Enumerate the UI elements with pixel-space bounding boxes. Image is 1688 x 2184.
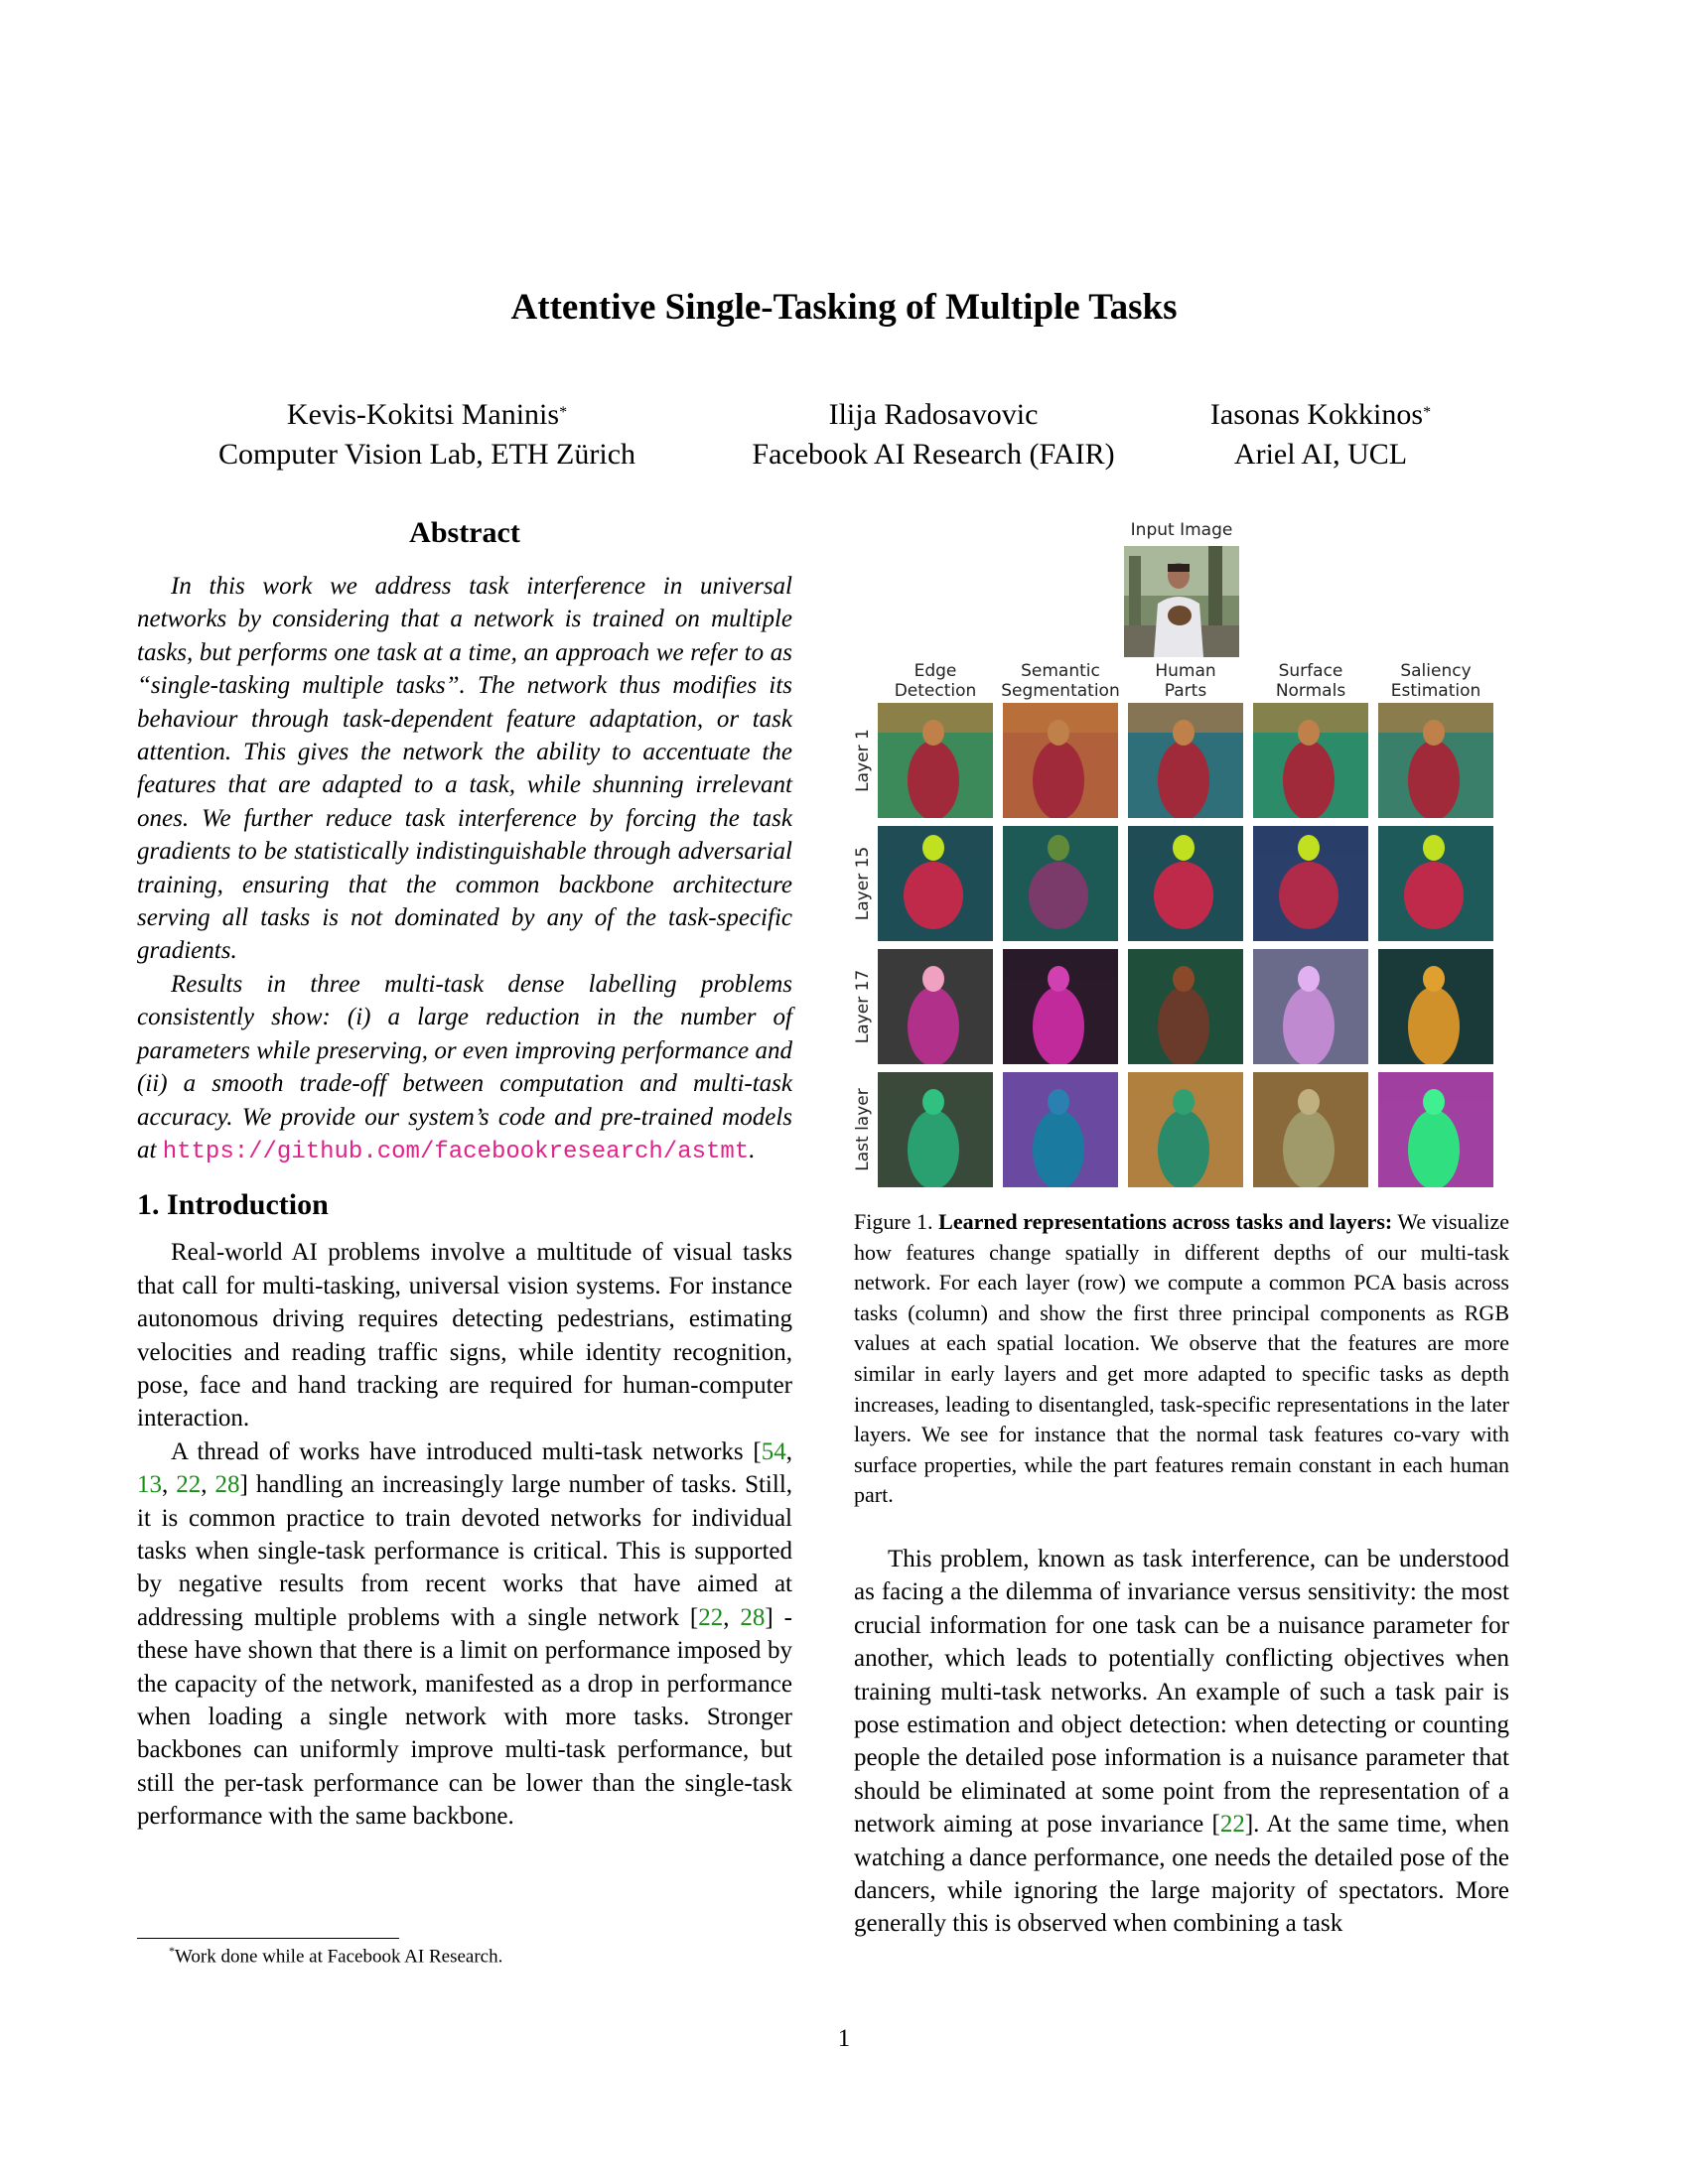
abstract-end: . [749, 1136, 756, 1163]
column-label-line: Human [1155, 661, 1216, 681]
footnote [137, 1944, 792, 1968]
feature-map-tile [878, 703, 993, 818]
caption-prefix: Figure 1. [854, 1209, 939, 1234]
figure-1 [854, 516, 1509, 1187]
row-label: Layer 1 [853, 729, 873, 792]
page-number: 1 [837, 2025, 851, 2052]
intro-paragraph-1: Real-world AI problems involve a multitude of visual tasks that call for multi-tasking, universal vision systems. For instance autonomous driving requires detecting pedestrians, estimating velocities and reading traffic signs, while identity recognition, pose, face and hand tracking are required for human-computer interaction. [137, 1239, 792, 1433]
column-label-line: Semantic [1021, 661, 1100, 681]
input-image [1124, 546, 1239, 657]
citation-link[interactable]: 22 [176, 1471, 202, 1499]
column-label [1241, 661, 1380, 701]
author-name: Iasonas Kokkinos [1209, 398, 1424, 431]
figure-caption [854, 1207, 1509, 1511]
column-label-line: Segmentation [1001, 681, 1120, 701]
feature-map-tile [878, 1072, 993, 1187]
left-column [137, 516, 792, 1834]
feature-map-tile [1378, 826, 1493, 941]
feature-map-tile [1003, 703, 1118, 818]
feature-map-tile [878, 826, 993, 941]
citation-link[interactable]: 28 [740, 1603, 766, 1631]
feature-map-tile [1003, 1072, 1118, 1187]
citation-link[interactable]: 22 [1219, 1811, 1245, 1839]
column-label-line: Estimation [1390, 681, 1481, 701]
feature-map-tile [1253, 703, 1368, 818]
right-text: This problem, known as task interference, can be understood as facing a the dilemma of invariance versus sensitivity: the most crucial information for one task can be a nuisance parameter for another, which leads to potentially conflicting objectives when training multi-task networks. An example of such a task pair is pose estimation and object detection: when detecting or counting people the detailed pose information is a nuisance parameter that should be eliminated at some point from the representation of a network aiming at pose invariance [ [854, 1546, 1509, 1839]
abstract-paragraph-2 [137, 968, 792, 1168]
feature-map-tile [1003, 949, 1118, 1064]
row-label: Layer 17 [853, 969, 873, 1044]
abstract-heading: Abstract [409, 516, 520, 549]
author-mark: * [1423, 404, 1432, 421]
row-label: Layer 15 [853, 846, 873, 921]
citation-link[interactable]: 13 [137, 1471, 162, 1499]
author-1 [169, 395, 685, 475]
footnote-rule [137, 1938, 399, 1939]
row-label: Last layer [853, 1088, 873, 1171]
feature-map-tile [1253, 1072, 1368, 1187]
column-label [1366, 661, 1505, 701]
feature-map-tile [1378, 949, 1493, 1064]
introduction-heading: 1. Introduction [137, 1188, 329, 1222]
author-3 [1162, 395, 1479, 475]
feature-map-tile [1253, 949, 1368, 1064]
abstract-text: Results in three multi-task dense labelling problems consistently show: (i) a large reduction in the number of parameters while preserving, or even improving performance and (ii) a smooth trade-off between computation and multi-task accuracy. We provide our system’s code and pre-trained models at [137, 970, 792, 1163]
author-affiliation: Facebook AI Research (FAIR) [752, 438, 1115, 471]
feature-map-tile [1128, 949, 1243, 1064]
author-name: Ilija Radosavovic [828, 398, 1039, 431]
caption-text: We visualize how features change spatially in different depths of our multi-task network. For each layer (row) we compute a common PCA basis across tasks (column) and show the first three principal components as RGB values at each spatial location. We observe that the features are more similar in early layers and get more adapted to specific tasks as depth increases, leading to disentangled, task-specific representations in the later layers. We see for instance that the normal task features co-vary with surface properties, while the part features remain constant in each human part. [854, 1209, 1509, 1508]
right-text: ]. At the same time, when watching a dance performance, one needs the detailed pose of the dancers, while ignoring the large majority of spectators. More generally this is observed when combining a task [854, 1811, 1509, 1938]
column-label-line: Parts [1164, 681, 1207, 701]
author-affiliation: Computer Vision Lab, ETH Zürich [217, 438, 636, 471]
feature-map-tile [1378, 703, 1493, 818]
code-link[interactable]: https://github.com/facebookresearch/astmt [162, 1138, 750, 1165]
feature-map-tile [1128, 1072, 1243, 1187]
column-label [1116, 661, 1255, 701]
paper-title: Attentive Single-Tasking of Multiple Tasks [510, 287, 1178, 328]
author-affiliation: Ariel AI, UCL [1233, 438, 1408, 471]
intro-text: ] - these have shown that there is a limit on performance imposed by the capacity of the network, manifested as a drop in performance when loading a single network with more tasks. Stronger backbones can uniformly improve multi-task performance, but still the per-task performance can be lower than the single-task performance with the same backbone. [137, 1603, 792, 1831]
column-label-line: Saliency [1400, 661, 1472, 681]
footnote-mark: * [169, 1944, 175, 1958]
citation-link[interactable]: 54 [761, 1437, 786, 1465]
author-2 [715, 395, 1152, 475]
intro-text: ] handling an increasingly large number of tasks. Still, it is common practice to train devoted networks for individual tasks when single-task performance is critical. This is supported by negative results from recent works that have aimed at addressing multiple problems with a single network [ [137, 1471, 793, 1631]
intro-text: A thread of works have introduced multi-task networks [ [171, 1437, 762, 1465]
footnote-text: Work done while at Facebook AI Research. [175, 1946, 503, 1968]
column-label-line: Detection [894, 681, 977, 701]
citation-link[interactable]: 28 [214, 1471, 240, 1499]
column-label-line: Surface [1278, 661, 1343, 681]
feature-map-tile [878, 949, 993, 1064]
input-image-label: Input Image [1130, 520, 1233, 540]
feature-map-tile [1128, 703, 1243, 818]
column-label [991, 661, 1130, 701]
caption-title: Learned representations across tasks and layers: [938, 1209, 1393, 1234]
citation-link[interactable]: 22 [698, 1603, 724, 1631]
right-paragraph-1 [854, 1543, 1509, 1941]
feature-map-tile [1003, 826, 1118, 941]
author-name: Kevis-Kokitsi Maninis [286, 398, 560, 431]
column-label-line: Edge [914, 661, 957, 681]
right-column-text [854, 1543, 1509, 1941]
author-mark: * [559, 404, 568, 421]
intro-paragraph-2: A thread of works have introduced multi-task networks [54, 13, 22, 28] handling an increasingly large number of tasks. Still, it is common practice to train devoted networks for individual tasks when single-task performance is critical. This is supported by negative results from recent works that have aimed at addressing multiple problems with a single network [22, 28] - these have shown that there is a limit on performance imposed by the capacity of the network, manifested as a drop in performance when loading a single network with more tasks. Stronger backbones can uniformly improve multi-task performance, but still the per-task performance can be lower than the single-task performance with the same backbone. [137, 1437, 793, 1831]
feature-map-tile [1128, 826, 1243, 941]
column-label-line: Normals [1275, 681, 1346, 701]
abstract-paragraph-1: In this work we address task interference in universal networks by considering that a network is trained on multiple tasks, but performs one task at a time, an approach we refer to as “single-tasking multiple tasks”. The network thus modifies its behaviour through task-dependent feature adaptation, or task attention. This gives the network the ability to accentuate the features that are adapted to a task, while shunning irrelevant ones. We further reduce task interference by forcing the task gradients to be statistically indistinguishable through adversarial training, ensuring that the common backbone architecture serving all tasks is not dominated by any of the task-specific gradients. [137, 573, 792, 965]
column-label [866, 661, 1005, 701]
feature-map-tile [1378, 1072, 1493, 1187]
feature-map-tile [1253, 826, 1368, 941]
